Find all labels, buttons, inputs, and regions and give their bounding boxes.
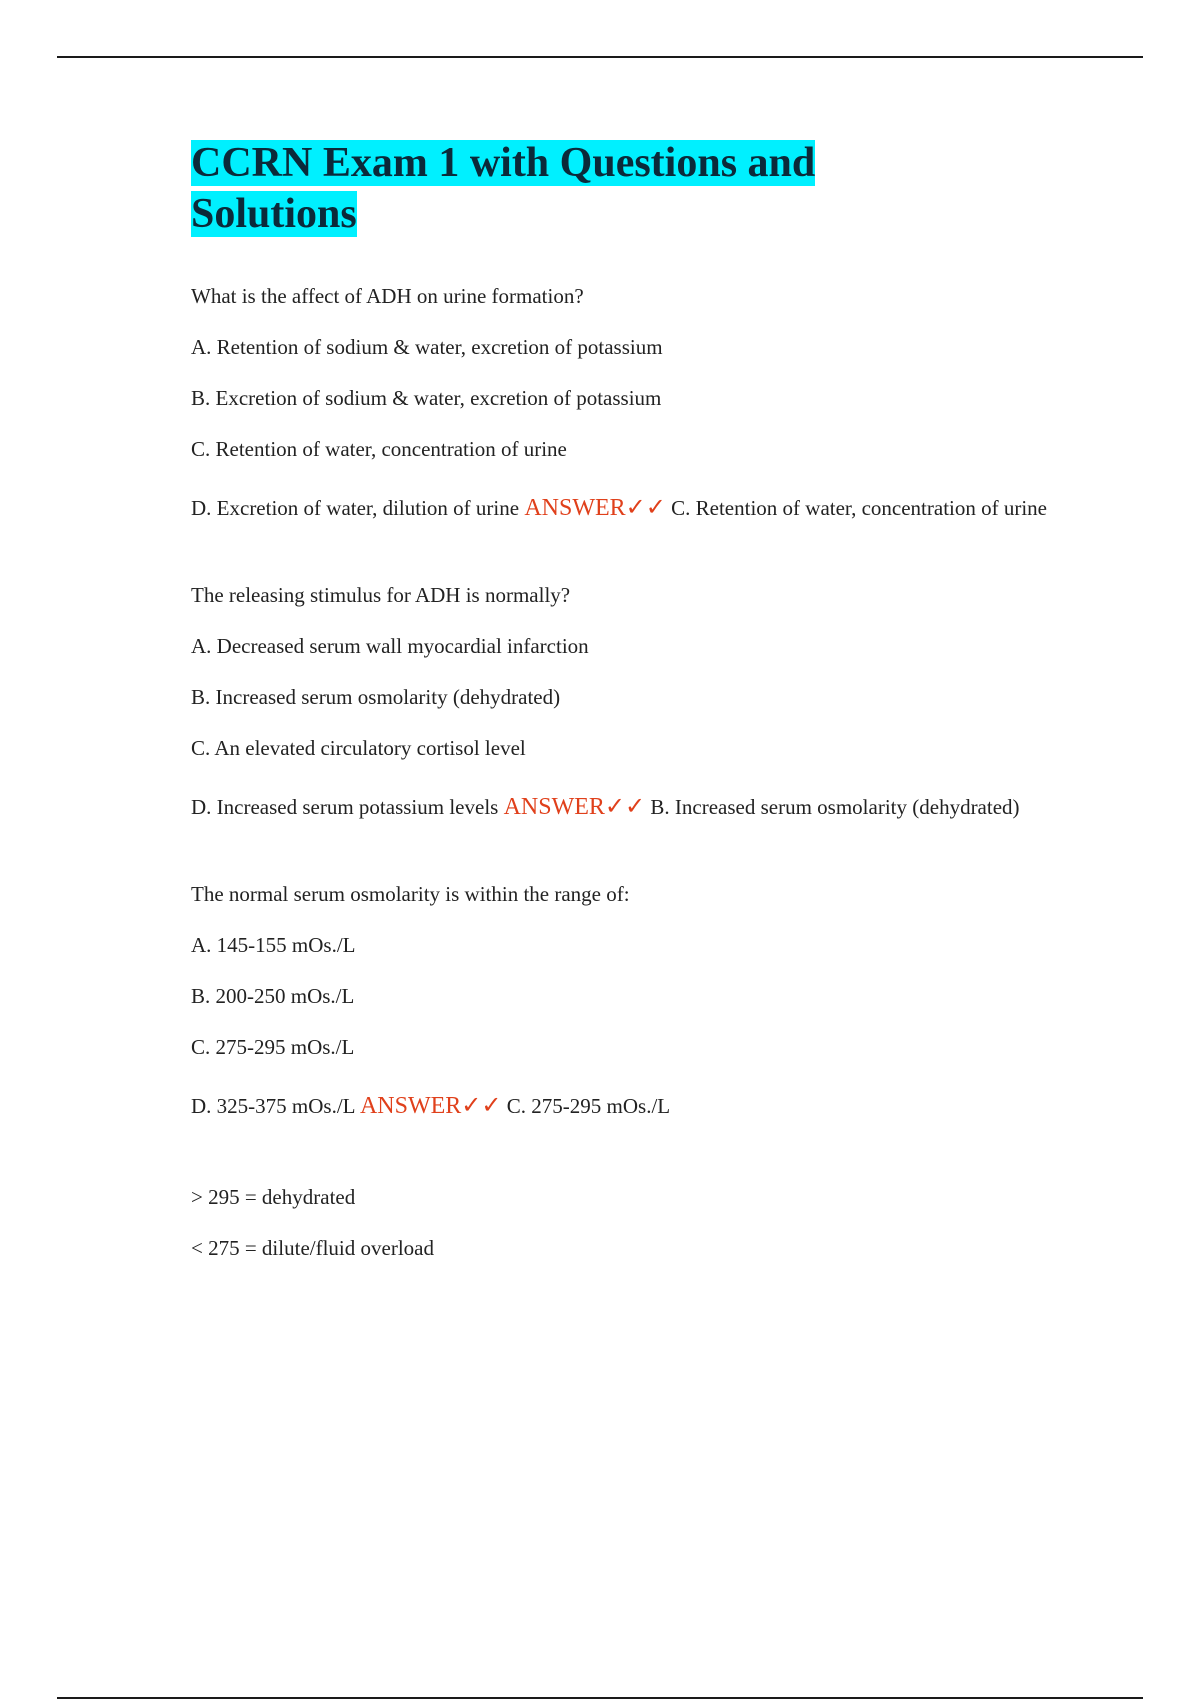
- option-d: D. Excretion of water, dilution of urine: [191, 496, 520, 520]
- answer-tag: ANSWER✓✓: [359, 1093, 502, 1119]
- option-c: C. An elevated circulatory cortisol level: [191, 736, 526, 760]
- option-c: C. 275-295 mOs./L: [191, 1035, 355, 1059]
- option-b: B. Increased serum osmolarity (dehydrated): [191, 685, 561, 709]
- osmolarity-notes: [191, 1183, 1091, 1262]
- note-dehydrated: > 295 = dehydrated: [191, 1185, 356, 1209]
- option-d: D. 325-375 mOs./L: [191, 1094, 355, 1118]
- option-a: A. Decreased serum wall myocardial infarction: [191, 634, 589, 658]
- option-a: A. 145-155 mOs./L: [191, 933, 356, 957]
- answer-tag: ANSWER✓✓: [503, 794, 646, 820]
- question-1: [191, 282, 1091, 531]
- question-3: [191, 880, 1091, 1129]
- document-title: [191, 138, 1091, 240]
- option-d-with-answer: [191, 486, 1091, 531]
- title-line-1: CCRN Exam 1 with Questions and: [191, 140, 816, 186]
- option-d-with-answer: [191, 1084, 1091, 1129]
- question-2: [191, 581, 1091, 830]
- option-d: D. Increased serum potassium levels: [191, 795, 499, 819]
- question-prompt: The normal serum osmolarity is within the range of:: [191, 882, 630, 906]
- question-prompt: What is the affect of ADH on urine formation?: [191, 284, 584, 308]
- document-body: [191, 138, 1091, 1285]
- question-list: [191, 282, 1091, 1129]
- option-c: C. Retention of water, concentration of urine: [191, 437, 567, 461]
- top-rule: [57, 56, 1143, 58]
- question-prompt: The releasing stimulus for ADH is normally?: [191, 583, 571, 607]
- answer-tag: ANSWER✓✓: [524, 495, 666, 521]
- option-d-with-answer: [191, 785, 1091, 830]
- answer-text: C. 275-295 mOs./L: [506, 1094, 671, 1118]
- bottom-rule: [57, 1697, 1143, 1699]
- answer-text: C. Retention of water, concentration of urine: [671, 496, 1048, 520]
- answer-text: B. Increased serum osmolarity (dehydrated): [650, 795, 1020, 819]
- title-line-2: Solutions: [191, 191, 357, 237]
- option-b: B. 200-250 mOs./L: [191, 984, 355, 1008]
- option-a: A. Retention of sodium & water, excretion of potassium: [191, 335, 663, 359]
- note-fluid-overload: < 275 = dilute/fluid overload: [191, 1236, 434, 1260]
- option-b: B. Excretion of sodium & water, excretion of potassium: [191, 386, 662, 410]
